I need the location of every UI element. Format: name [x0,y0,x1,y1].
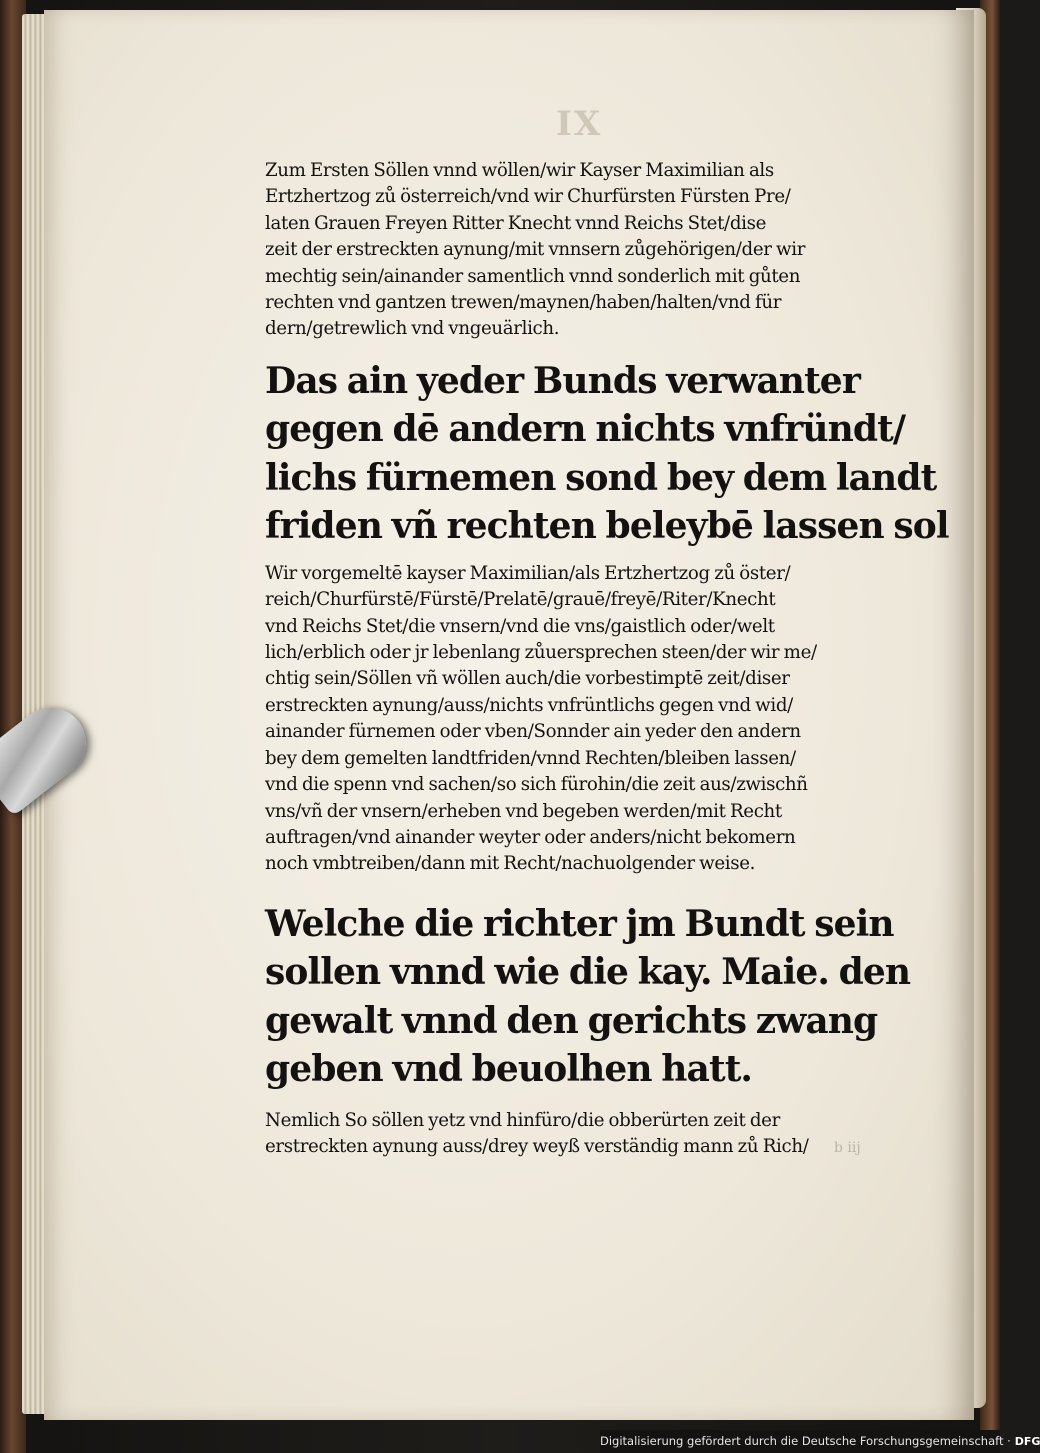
dfg-logo: DFG [1014,1435,1040,1448]
text-line: Zum Ersten Söllen vnnd wöllen/wir Kayser Maximilian als [265,160,774,181]
heading-line: gegen dē andern nichts vnfründt/ [265,408,906,451]
paragraph-2 [265,561,877,878]
heading-line: friden vñ rechten beleybē lassen sol [265,505,949,548]
text-line: erstreckten aynung/auss/nichts vnfrüntlichs gegen vnd wid/ [265,694,793,716]
paragraph-1 [265,158,877,343]
signature-mark: b iij [834,1140,861,1156]
text-line: Ertzhertzog zů österreich/vnd wir Churfürsten Fürsten Pre/ [265,186,791,208]
text-line: vns/vñ der vnsern/erheben vnd begeben werden/mit Recht [265,800,782,822]
folio-number: IX [556,104,603,144]
heading-line: Welche die richter jm Bundt sein [265,902,894,945]
text-line: ainander fürnemen oder vben/Sonnder ain yeder den andern [265,721,801,743]
text-line: dern/getrewlich vnd vngeuärlich. [265,318,560,340]
text-line: Wir vorgemeltē kayser Maximilian/als Ertzhertzog zů öster/ [265,562,791,584]
text-line: vnd die spenn vnd sachen/so sich fürohin/die zeit aus/zwischñ [265,774,808,796]
text-line: chtig sein/Söllen vñ wöllen auch/die vorbestimptē zeit/diser [265,668,790,690]
text-line: vnd Reichs Stet/die vnsern/vnd die vns/gaistlich oder/welt [265,615,775,637]
text-line: erstreckten aynung auss/drey weyß verständig mann zů Rich/ [265,1136,809,1158]
text-block [265,158,949,1161]
text-line: bey dem gemelten landtfriden/vnnd Rechten/bleiben lassen/ [265,747,796,769]
credit-text: Digitalisierung gefördert durch die Deutsche Forschungsgemeinschaft · [600,1434,1011,1448]
text-line: rechten vnd gantzen trewen/maynen/haben/halten/vnd für [265,292,782,314]
text-line: zeit der erstreckten aynung/mit vnnsern zůgehörigen/der wir [265,239,806,261]
text-line: lich/erblich oder jr lebenlang zůuersprechen steen/der wir me/ [265,642,817,664]
text-line: mechtig sein/ainander samentlich vnnd sonderlich mit gůten [265,265,801,287]
section-heading-1 [265,357,949,551]
section-heading-2 [265,900,911,1094]
text-line: reich/Churfürstē/Fürstē/Prelatē/grauē/freyē/Riter/Knecht [265,589,776,611]
text-line: Nemlich So söllen yetz vnd hinfüro/die obberürten zeit der [265,1109,780,1131]
text-line: auftragen/vnd ainander weyter oder anders/nicht bekomern [265,826,796,848]
heading-line: Das ain yeder Bunds verwanter [265,359,860,402]
heading-line: geben vnd beuolhen hatt. [265,1048,753,1091]
text-line: noch vmbtreiben/dann mit Recht/nachuolgender weise. [265,853,756,875]
text-line: laten Grauen Freyen Ritter Knecht vnnd Reichs Stet/dise [265,212,766,234]
heading-line: gewalt vnnd den gerichts zwang [265,999,878,1042]
heading-line: lichs fürnemen sond bey dem landt [265,456,937,499]
paragraph-3 [265,1108,877,1161]
digitization-credit [600,1430,1040,1453]
heading-line: sollen vnnd wie die kay. Maie. den [265,951,911,994]
